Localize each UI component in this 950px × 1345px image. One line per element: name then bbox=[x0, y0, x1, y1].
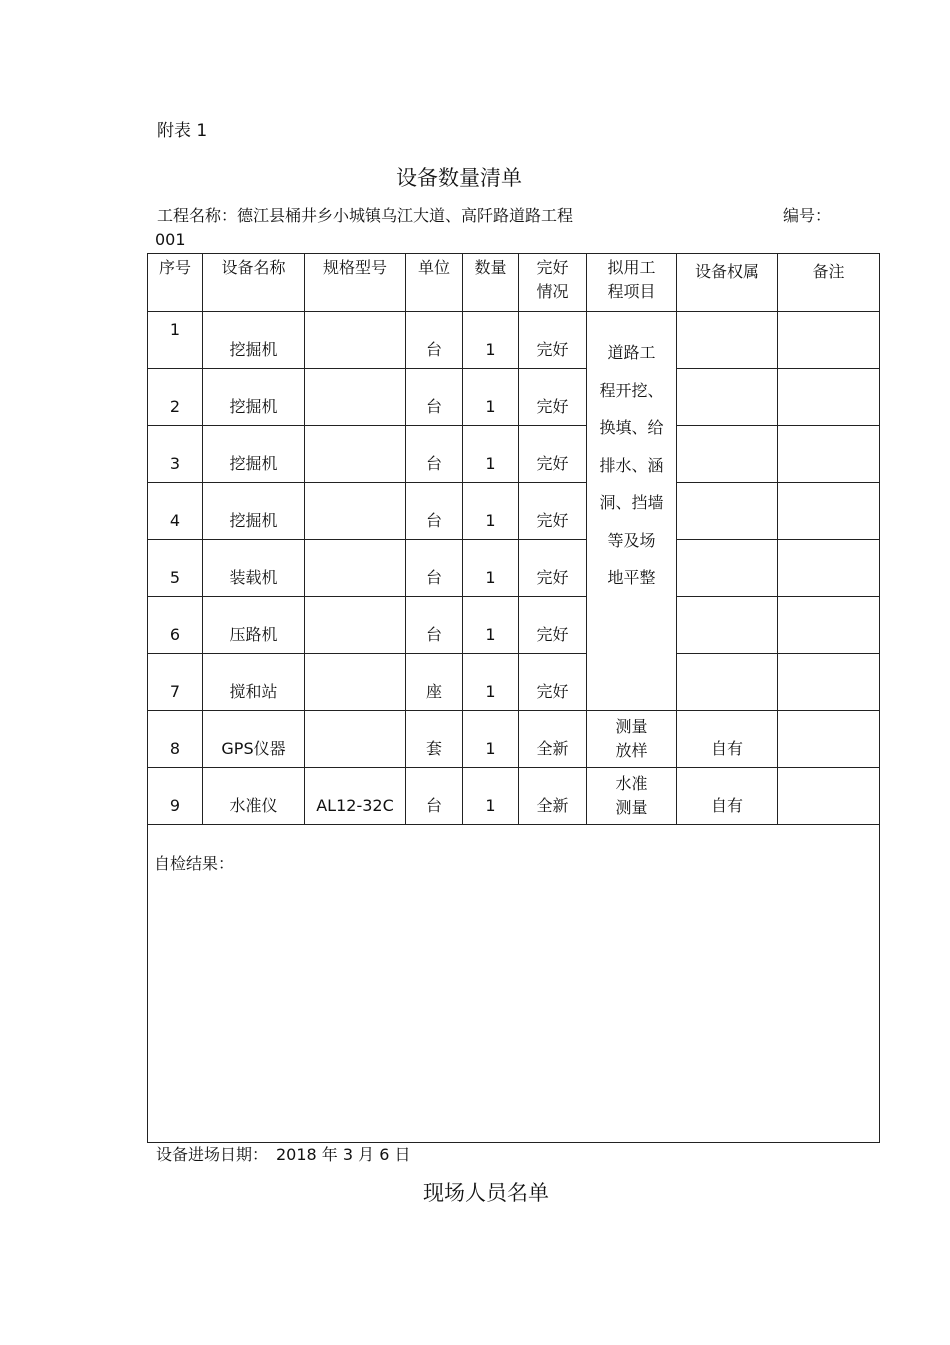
table-row bbox=[148, 711, 880, 768]
cell-name: GPS仪器 bbox=[203, 711, 305, 768]
cell-seq: 3 bbox=[148, 426, 203, 483]
staff-list-title: 现场人员名单 bbox=[423, 1181, 549, 1205]
header-seq: 序号 bbox=[148, 254, 203, 312]
project-name: 工程名称：德江县桶井乡小城镇乌江大道、高阡路道路工程 bbox=[157, 206, 574, 225]
cell-condition: 全新 bbox=[519, 711, 587, 768]
cell-qty: 1 bbox=[463, 654, 519, 711]
table-row bbox=[148, 369, 880, 426]
cell-seq: 8 bbox=[148, 711, 203, 768]
cell-model bbox=[305, 597, 406, 654]
cell-remark bbox=[778, 483, 880, 540]
cell-remark bbox=[778, 426, 880, 483]
equipment-table bbox=[147, 253, 880, 1143]
cell-condition: 完好 bbox=[519, 426, 587, 483]
cell-seq: 7 bbox=[148, 654, 203, 711]
self-check-label: 自检结果： bbox=[154, 854, 235, 873]
cell-owner bbox=[677, 540, 778, 597]
header-remark: 备注 bbox=[778, 254, 880, 312]
cell-condition: 完好 bbox=[519, 369, 587, 426]
cell-name: 搅和站 bbox=[203, 654, 305, 711]
cell-condition: 完好 bbox=[519, 654, 587, 711]
cell-seq: 9 bbox=[148, 768, 203, 825]
cell-remark bbox=[778, 369, 880, 426]
table-row bbox=[148, 597, 880, 654]
cell-name: 装载机 bbox=[203, 540, 305, 597]
annex-label: 附表 1 bbox=[157, 121, 208, 141]
header-qty: 数量 bbox=[463, 254, 519, 312]
cell-remark bbox=[778, 654, 880, 711]
cell-owner bbox=[677, 483, 778, 540]
cell-condition: 完好 bbox=[519, 597, 587, 654]
header-project: 拟用工 程项目 bbox=[587, 254, 677, 312]
arrival-date: 设备进场日期： 2018 年 3 月 6 日 bbox=[156, 1145, 411, 1164]
document-title: 设备数量清单 bbox=[396, 166, 522, 190]
cell-remark bbox=[778, 597, 880, 654]
cell-remark bbox=[778, 768, 880, 825]
cell-model: AL12-32C bbox=[305, 768, 406, 825]
self-check-cell bbox=[148, 825, 880, 1143]
cell-model bbox=[305, 711, 406, 768]
table-row bbox=[148, 426, 880, 483]
cell-unit: 套 bbox=[406, 711, 463, 768]
cell-name: 水准仪 bbox=[203, 768, 305, 825]
table-row bbox=[148, 654, 880, 711]
cell-owner bbox=[677, 312, 778, 369]
cell-model bbox=[305, 369, 406, 426]
cell-owner: 自有 bbox=[677, 768, 778, 825]
cell-unit: 台 bbox=[406, 540, 463, 597]
cell-condition: 完好 bbox=[519, 312, 587, 369]
cell-remark bbox=[778, 312, 880, 369]
cell-name: 挖掘机 bbox=[203, 369, 305, 426]
cell-unit: 台 bbox=[406, 426, 463, 483]
cell-model bbox=[305, 654, 406, 711]
cell-seq: 4 bbox=[148, 483, 203, 540]
table-row bbox=[148, 540, 880, 597]
table-row bbox=[148, 483, 880, 540]
cell-unit: 台 bbox=[406, 369, 463, 426]
cell-model bbox=[305, 483, 406, 540]
cell-unit: 台 bbox=[406, 768, 463, 825]
cell-owner bbox=[677, 369, 778, 426]
cell-unit: 座 bbox=[406, 654, 463, 711]
cell-condition: 完好 bbox=[519, 483, 587, 540]
cell-unit: 台 bbox=[406, 312, 463, 369]
cell-owner bbox=[677, 654, 778, 711]
cell-model bbox=[305, 426, 406, 483]
cell-model bbox=[305, 312, 406, 369]
cell-condition: 完好 bbox=[519, 540, 587, 597]
cell-unit: 台 bbox=[406, 597, 463, 654]
cell-owner bbox=[677, 597, 778, 654]
cell-qty: 1 bbox=[463, 711, 519, 768]
number-value: 001 bbox=[155, 230, 186, 249]
cell-owner bbox=[677, 426, 778, 483]
number-label: 编号： bbox=[783, 206, 832, 225]
cell-project: 测量 放样 bbox=[587, 711, 677, 768]
cell-qty: 1 bbox=[463, 540, 519, 597]
cell-name: 压路机 bbox=[203, 597, 305, 654]
cell-seq: 1 bbox=[148, 312, 203, 369]
cell-condition: 全新 bbox=[519, 768, 587, 825]
cell-remark bbox=[778, 540, 880, 597]
cell-remark bbox=[778, 711, 880, 768]
cell-qty: 1 bbox=[463, 312, 519, 369]
table-row bbox=[148, 312, 880, 369]
cell-project-merged: 道路工 程开挖、 换填、给 排水、涵 洞、挡墙 等及场 地平整 bbox=[587, 312, 677, 711]
cell-name: 挖掘机 bbox=[203, 312, 305, 369]
cell-owner: 自有 bbox=[677, 711, 778, 768]
cell-unit: 台 bbox=[406, 483, 463, 540]
cell-seq: 6 bbox=[148, 597, 203, 654]
self-check-row bbox=[148, 825, 880, 1143]
cell-model bbox=[305, 540, 406, 597]
cell-project: 水准 测量 bbox=[587, 768, 677, 825]
header-model: 规格型号 bbox=[305, 254, 406, 312]
cell-name: 挖掘机 bbox=[203, 483, 305, 540]
header-unit: 单位 bbox=[406, 254, 463, 312]
table-header-row bbox=[148, 254, 880, 312]
cell-qty: 1 bbox=[463, 426, 519, 483]
table-row bbox=[148, 768, 880, 825]
cell-qty: 1 bbox=[463, 768, 519, 825]
cell-qty: 1 bbox=[463, 369, 519, 426]
cell-name: 挖掘机 bbox=[203, 426, 305, 483]
cell-qty: 1 bbox=[463, 483, 519, 540]
header-condition: 完好 情况 bbox=[519, 254, 587, 312]
cell-seq: 5 bbox=[148, 540, 203, 597]
cell-seq: 2 bbox=[148, 369, 203, 426]
header-name: 设备名称 bbox=[203, 254, 305, 312]
cell-qty: 1 bbox=[463, 597, 519, 654]
header-owner: 设备权属 bbox=[677, 254, 778, 312]
